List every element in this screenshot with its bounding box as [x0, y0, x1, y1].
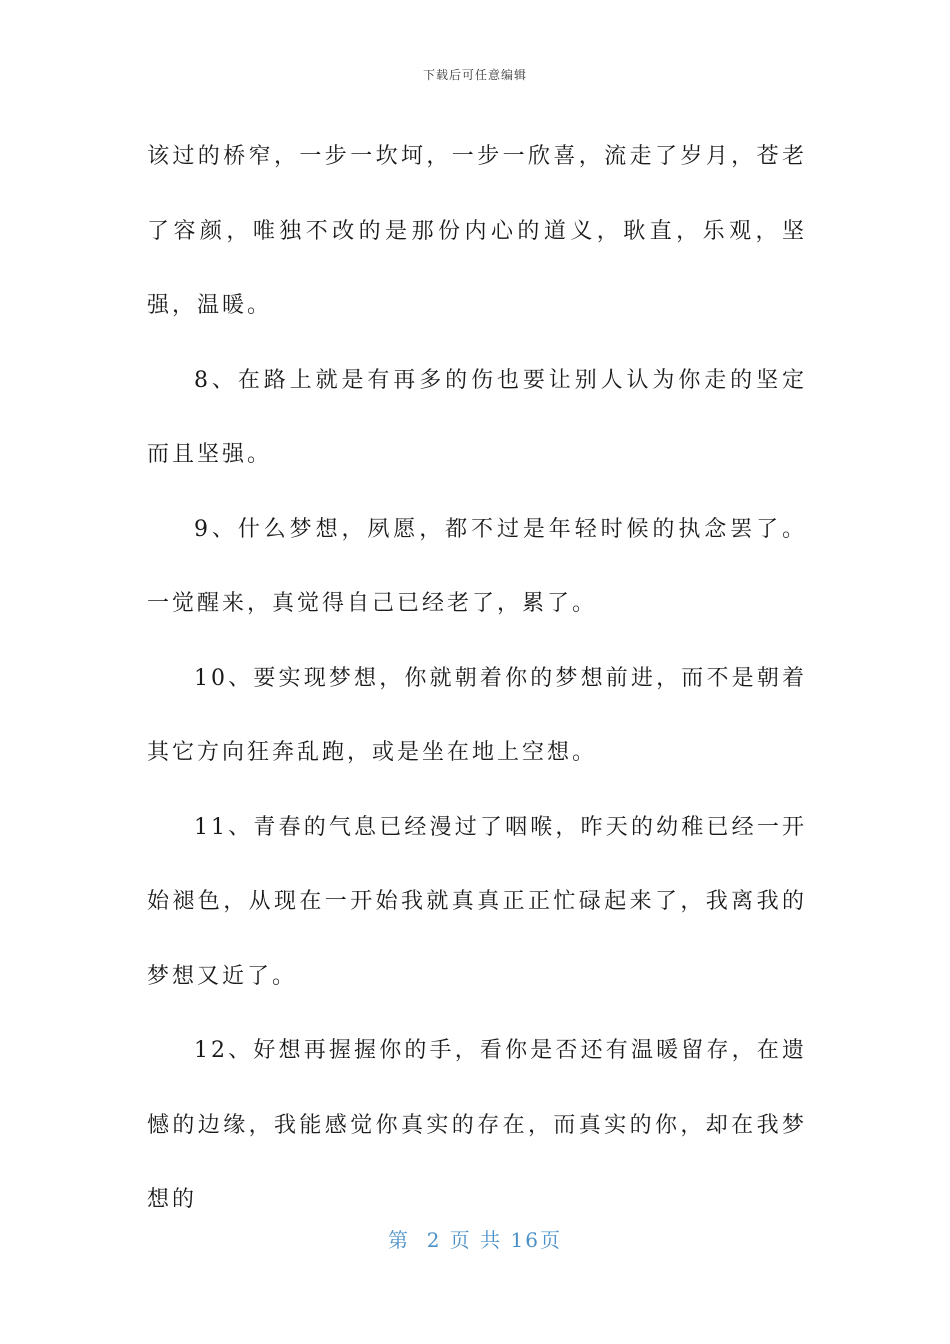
paragraph-item-8: 8、在路上就是有再多的伤也要让别人认为你走的坚定而且坚强。 — [147, 367, 807, 467]
page-number-footer: 第 2 页 共 16页 — [388, 1228, 562, 1252]
paragraph-item-11: 11、青春的气息已经漫过了咽喉，昨天的幼稚已经一开始褪色，从现在一开始我就真真正正忙碌起来了，我离我的梦想又近了。 — [147, 814, 807, 989]
document-body — [147, 120, 807, 1238]
paragraph-item-12: 12、好想再握握你的手，看你是否还有温暖留存，在遗憾的边缘，我能感觉你真实的存在，而真实的你，却在我梦想的 — [147, 1038, 807, 1212]
paragraph-item-10: 10、要实现梦想，你就朝着你的梦想前进，而不是朝着其它方向狂奔乱跑，或是坐在地上空想。 — [147, 665, 807, 765]
paragraph-continued: 该过的桥窄，一步一坎坷，一步一欣喜，流走了岁月，苍老了容颜，唯独不改的是那份内心的道义，耿直，乐观，坚强，温暖。 — [147, 144, 807, 318]
paragraph-item-9: 9、什么梦想，夙愿，都不过是年轻时候的执念罢了。一觉醒来，真觉得自己已经老了，累了。 — [147, 516, 807, 616]
header-note: 下载后可任意编辑 — [422, 68, 527, 82]
